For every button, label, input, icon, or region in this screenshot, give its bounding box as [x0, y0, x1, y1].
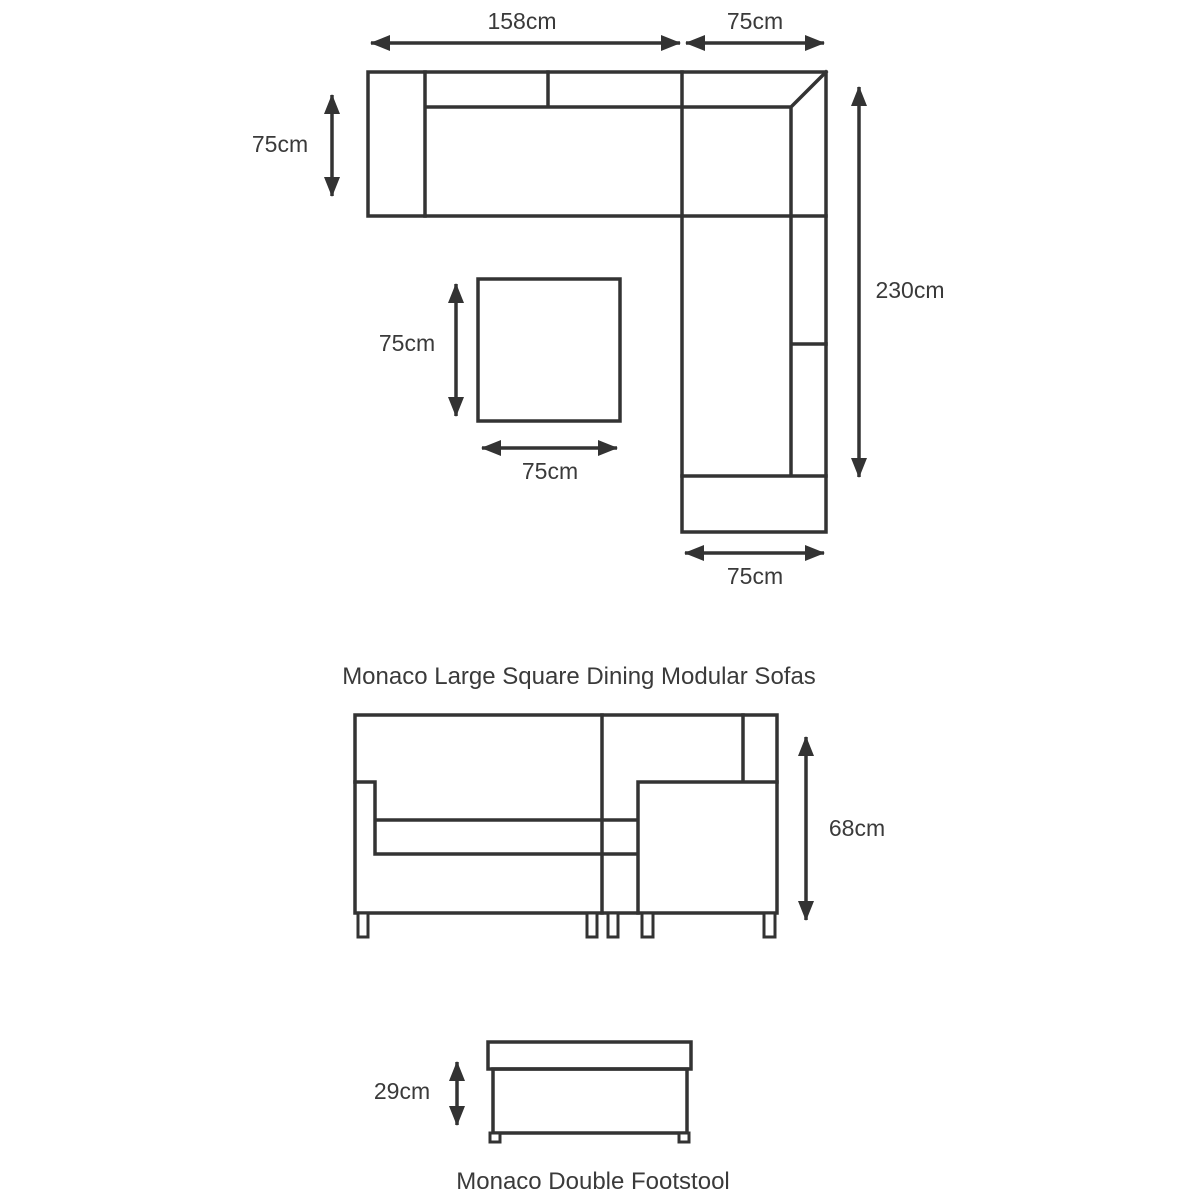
- dim-plan-stool-depth: [379, 284, 456, 416]
- footstool-leg-1: [490, 1133, 500, 1142]
- dim-label-230cm: 230cm: [875, 277, 945, 303]
- dim-plan-corner-width: [686, 8, 824, 43]
- dim-label-29cm: 29cm: [373, 1078, 431, 1104]
- plan-sofa-outline: [368, 72, 826, 532]
- sofa-leg-2: [587, 913, 597, 937]
- dim-plan-right-length: [859, 87, 945, 477]
- plan-footstool: [478, 279, 620, 421]
- elevation-sofa-panel-lines: [355, 715, 777, 913]
- footstool-base: [493, 1069, 687, 1133]
- plan-sofa-panel-lines: [425, 72, 826, 476]
- dim-plan-sofa-depth: [252, 95, 332, 196]
- sofa-leg-4: [642, 913, 653, 937]
- dim-plan-main-width: [371, 8, 680, 43]
- dim-label-158cm: 158cm: [487, 8, 557, 34]
- sofa-elevation-title: Monaco Large Square Dining Modular Sofas: [342, 663, 816, 690]
- plan-view: [252, 8, 945, 589]
- footstool-title: Monaco Double Footstool: [456, 1168, 730, 1195]
- dim-label-depth-75cm: 75cm: [251, 131, 309, 157]
- sofa-leg-3: [608, 913, 618, 937]
- footstool-cushion: [488, 1042, 691, 1069]
- sofa-front-elevation: [342, 663, 885, 937]
- dim-sofa-height: [806, 737, 885, 920]
- sofa-leg-5: [764, 913, 775, 937]
- dim-plan-stool-width: [482, 448, 617, 484]
- dim-label-stool-depth-75cm: 75cm: [378, 330, 436, 356]
- dim-label-stool-width-75cm: 75cm: [521, 458, 579, 484]
- sofa-leg-1: [358, 913, 368, 937]
- dim-label-corner-75cm: 75cm: [726, 8, 784, 34]
- footstool-front-elevation: [374, 1042, 730, 1195]
- dim-footstool-height: [374, 1062, 457, 1125]
- footstool-leg-2: [679, 1133, 689, 1142]
- dim-label-arm-75cm: 75cm: [726, 563, 784, 589]
- dim-label-68cm: 68cm: [828, 815, 886, 841]
- elevation-sofa-body: [355, 715, 777, 913]
- dim-plan-arm-width: [685, 553, 824, 589]
